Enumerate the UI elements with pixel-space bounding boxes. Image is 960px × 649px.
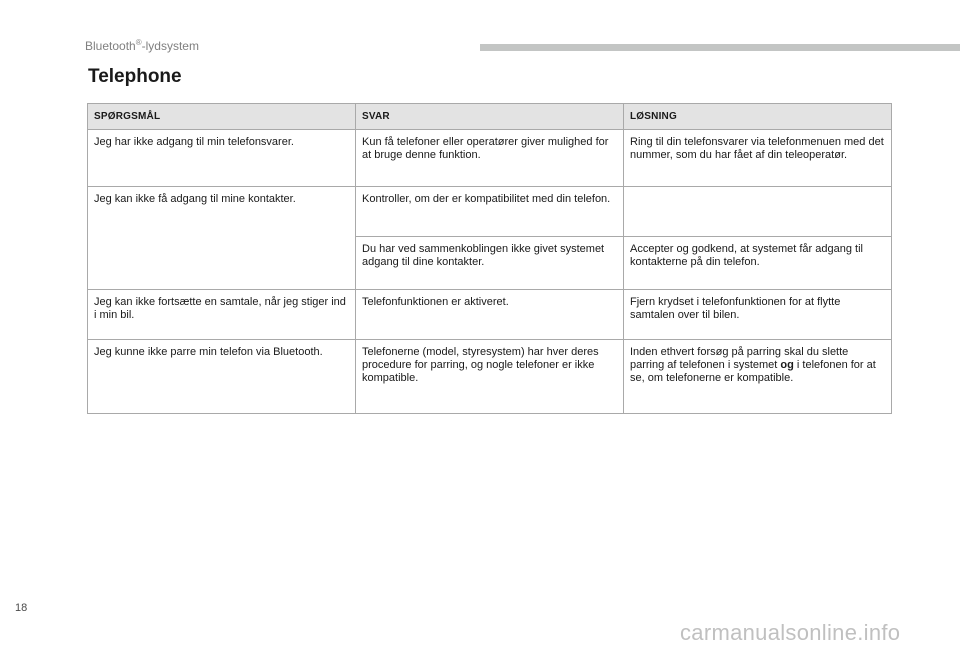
faq-table xyxy=(87,103,892,414)
table-row xyxy=(88,340,892,414)
solution-cell xyxy=(624,340,892,414)
solution-cell: Accepter og godkend, at systemet får adgang til kontakterne på din telefon. xyxy=(624,237,892,290)
answer-cell: Kun få telefoner eller operatører giver mulighed for at bruge denne funktion. xyxy=(356,130,624,187)
answer-cell: Du har ved sammenkoblingen ikke givet systemet adgang til dine kontakter. xyxy=(356,237,624,290)
page-number: 18 xyxy=(15,602,28,614)
solution-text-bold: og xyxy=(780,359,794,371)
solution-text-post: i telefonen for at se, om telefonerne er kompatible. xyxy=(630,359,876,384)
section-header xyxy=(85,38,199,53)
answer-cell: Telefonfunktionen er aktiveret. xyxy=(356,290,624,340)
column-header-question: SPØRGSMÅL xyxy=(88,104,356,130)
registered-mark: ® xyxy=(135,38,142,47)
answer-cell: Kontroller, om der er kompatibilitet med din telefon. xyxy=(356,187,624,237)
section-header-prefix: Bluetooth xyxy=(85,39,136,53)
question-cell: Jeg kan ikke få adgang til mine kontakter. xyxy=(88,187,356,290)
table-row xyxy=(88,290,892,340)
question-cell: Jeg har ikke adgang til min telefonsvarer. xyxy=(88,130,356,187)
section-header-suffix: -lydsystem xyxy=(141,39,199,53)
column-header-solution: LØSNING xyxy=(624,104,892,130)
solution-cell: Fjern krydset i telefonfunktionen for at flytte samtalen over til bilen. xyxy=(624,290,892,340)
watermark: carmanualsonline.info xyxy=(680,620,901,645)
solution-cell xyxy=(624,187,892,237)
table-header-row xyxy=(88,104,892,130)
header-bar xyxy=(480,44,960,51)
column-header-answer: SVAR xyxy=(356,104,624,130)
question-cell: Jeg kunne ikke parre min telefon via Bluetooth. xyxy=(88,340,356,414)
answer-cell: Telefonerne (model, styresystem) har hver deres procedure for parring, og nogle telefoner er ikke kompatible. xyxy=(356,340,624,414)
page-title: Telephone xyxy=(88,66,182,87)
solution-cell: Ring til din telefonsvarer via telefonmenuen med det nummer, som du har fået af din teleoperatør. xyxy=(624,130,892,187)
table-row xyxy=(88,187,892,237)
table-row xyxy=(88,130,892,187)
solution-text-pre: Inden ethvert forsøg på parring skal du slette parring af telefonen i systemet xyxy=(630,346,849,371)
question-cell: Jeg kan ikke fortsætte en samtale, når jeg stiger ind i min bil. xyxy=(88,290,356,340)
